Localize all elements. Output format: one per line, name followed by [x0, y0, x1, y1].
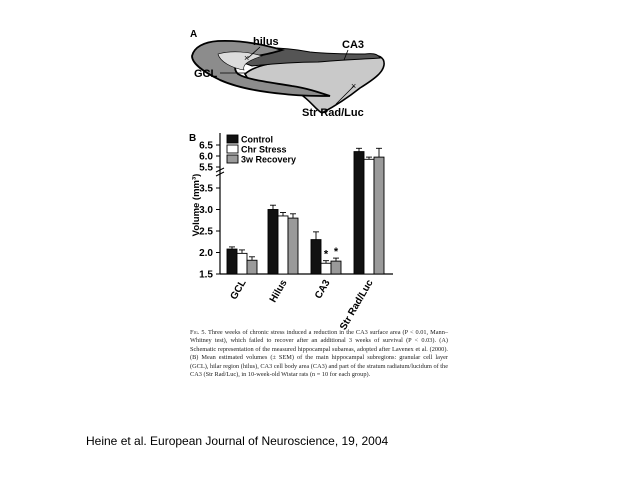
- bar: [354, 152, 364, 274]
- y-ticks-group: [199, 141, 220, 281]
- bar: [321, 263, 331, 274]
- legend-swatch: [227, 145, 238, 153]
- caption-text: Three weeks of chronic stress induced a reduction in the CA3 surface area (P < 0.01, Mann–Whitney test), which failed to recover after an additional 3 weeks of survival (P < 0.03). (A) Schematic representation of the measured hippocampal subareas, adopted after Lavenex et al. (2000). (B) Mean estimated volumes (± SEM) of the main hippocampal subregions: granular cell layer (GCL), hilar region (hilus), CA3 cell body area (CA3) and part of the stratum radiatum/lucidum of the CA3 (Str Rad/Luc), in 10-week-old Wistar rats (n = 10 for each group).: [190, 329, 448, 379]
- panel-a-letter: A: [190, 29, 198, 40]
- y-tick-label: 1.5: [199, 269, 213, 281]
- panel-b-letter: B: [189, 133, 197, 144]
- hilus-marker: ×: [244, 53, 250, 63]
- hilus-label: hilus: [253, 36, 279, 48]
- bars-group: [227, 148, 384, 274]
- gcl-label: GCL: [194, 68, 218, 80]
- significance-marker: *: [323, 248, 329, 261]
- y-tick-label: 2.0: [199, 248, 213, 259]
- x-labels-group: [229, 278, 376, 332]
- bar: [364, 159, 374, 274]
- bar: [374, 157, 384, 274]
- legend-label: Control: [241, 134, 273, 145]
- bar: [247, 260, 257, 274]
- y-tick-label: 3.5: [199, 183, 213, 195]
- caption-fig-label: Fig. 5.: [190, 329, 207, 336]
- significance-marker: *: [333, 246, 339, 259]
- legend-label: Chr Stress: [241, 144, 287, 155]
- bar: [227, 249, 237, 274]
- x-tick-label: Hilus: [267, 278, 290, 305]
- figure-caption: [190, 329, 448, 379]
- bar: [268, 210, 278, 275]
- y-tick-label: 6.0: [199, 151, 213, 163]
- str-rad-luc-label: Str Rad/Luc: [302, 107, 364, 119]
- y-tick-label: 3.0: [199, 205, 213, 216]
- y-tick-label: 2.5: [199, 226, 213, 238]
- legend: [227, 135, 296, 165]
- bar: [311, 240, 321, 274]
- y-axis-label: Volume (mm³): [191, 173, 202, 237]
- x-tick-label: CA3: [313, 278, 333, 301]
- bar: [278, 216, 288, 274]
- legend-swatch: [227, 155, 238, 163]
- bar: [237, 253, 247, 274]
- bar: [288, 218, 298, 274]
- x-tick-label: Str Rad/Luc: [338, 278, 376, 333]
- y-tick-label: 5.5: [199, 162, 213, 174]
- y-tick-label: 6.5: [199, 140, 213, 152]
- citation-text: Heine et al. European Journal of Neuroscience, 19, 2004: [86, 434, 389, 448]
- legend-label: 3w Recovery: [241, 154, 297, 165]
- x-tick-label: GCL: [228, 278, 249, 302]
- legend-swatch: [227, 135, 238, 143]
- ca3-label: CA3: [342, 39, 365, 51]
- str-rad-marker: ×: [351, 81, 357, 91]
- bar: [331, 261, 341, 274]
